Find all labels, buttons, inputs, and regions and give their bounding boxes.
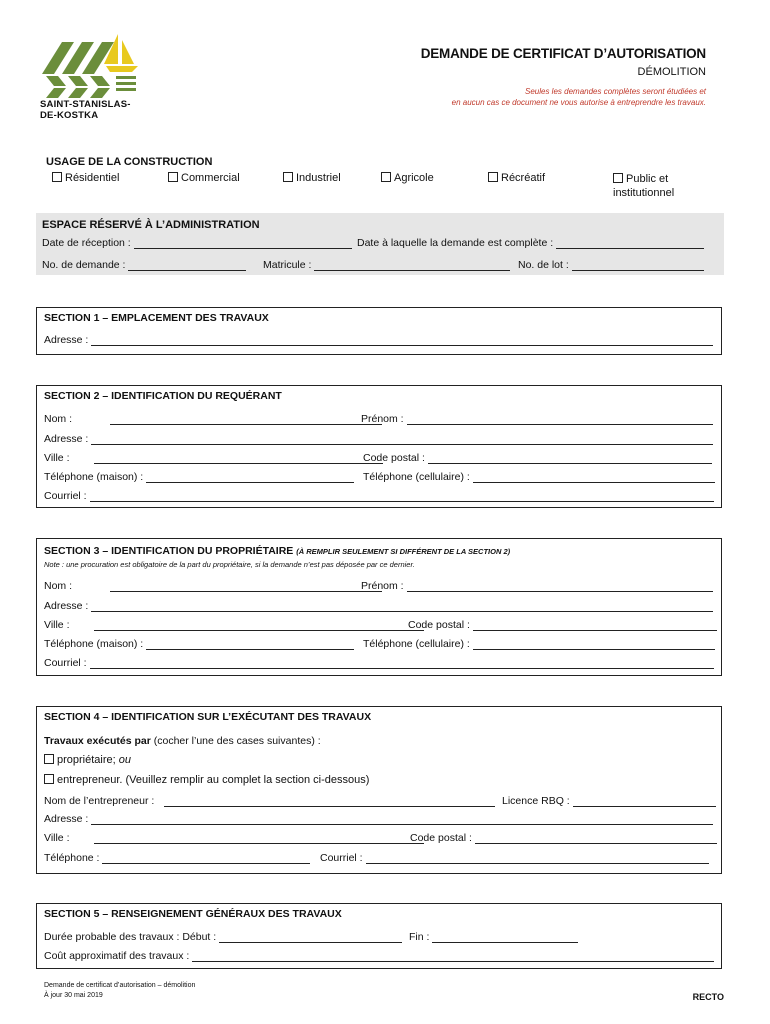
s3-courriel: Courriel : [44, 657, 714, 669]
s5-fin-line[interactable] [432, 932, 578, 943]
admin-matricule: Matricule : [263, 259, 510, 271]
s3-nom-line[interactable] [110, 581, 382, 592]
s2-courriel: Courriel : [44, 490, 714, 502]
s4-licence-line[interactable] [573, 796, 716, 807]
s4-licence: Licence RBQ : [502, 795, 716, 807]
checkbox-recreatif[interactable]: Récréatif [488, 172, 545, 184]
section-4-title: SECTION 4 – IDENTIFICATION SUR L’EXÉCUTANT DES TRAVAUX [44, 711, 372, 723]
s4-telephone: Téléphone : [44, 852, 310, 864]
admin-no-lot: No. de lot : [518, 259, 704, 271]
s3-prenom: Prénom : [361, 580, 713, 592]
usage-title: USAGE DE LA CONSTRUCTION [46, 156, 213, 168]
s3-tel-maison-line[interactable] [146, 639, 354, 650]
s2-prenom: Prénom : [361, 413, 713, 425]
section-4 [36, 706, 722, 874]
s2-tel-maison-line[interactable] [146, 472, 354, 483]
s4-code-postal: Code postal : [410, 832, 717, 844]
admin-date-reception: Date de réception : [42, 237, 352, 249]
form-title: DEMANDE DE CERTIFICAT D’AUTORISATION [420, 46, 706, 61]
s4-nom-entrepreneur: Nom de l’entrepreneur : [44, 795, 495, 807]
s3-adresse: Adresse : [44, 600, 713, 612]
s4-telephone-line[interactable] [102, 853, 310, 864]
s2-tel-cell: Téléphone (cellulaire) : [363, 471, 715, 483]
s5-cout-line[interactable] [192, 951, 714, 962]
checkbox-box[interactable] [488, 172, 498, 182]
checkbox-box[interactable] [168, 172, 178, 182]
s2-tel-maison: Téléphone (maison) : [44, 471, 354, 483]
s3-tel-cell: Téléphone (cellulaire) : [363, 638, 715, 650]
s2-adresse-line[interactable] [91, 434, 713, 445]
checkbox-agricole[interactable]: Agricole [381, 172, 434, 184]
s4-nom-entrepreneur-line[interactable] [164, 796, 495, 807]
section-1-title: SECTION 1 – EMPLACEMENT DES TRAVAUX [44, 312, 269, 324]
s2-courriel-line[interactable] [90, 491, 714, 502]
checkbox-public[interactable]: Public et institutionnel [613, 173, 675, 199]
checkbox-box[interactable] [44, 754, 54, 764]
s2-ville-line[interactable] [94, 453, 383, 464]
s3-code-postal-line[interactable] [473, 620, 717, 631]
checkbox-box[interactable] [44, 774, 54, 784]
s3-code-postal: Code postal : [408, 619, 717, 631]
s5-fin: Fin : [409, 931, 578, 943]
s4-code-postal-line[interactable] [475, 833, 717, 844]
s1-adresse: Adresse : [44, 334, 713, 346]
s4-travaux-label: Travaux exécutés par (cocher l’une des cases suivantes) : [44, 735, 321, 747]
section-5-title: SECTION 5 – RENSEIGNEMENT GÉNÉRAUX DES TRAVAUX [44, 908, 342, 920]
s2-ville: Ville : [44, 452, 383, 464]
s4-ville-line[interactable] [94, 833, 424, 844]
s4-adresse: Adresse : [44, 813, 713, 825]
admin-date-complete: Date à laquelle la demande est complète : [357, 237, 704, 249]
checkbox-proprietaire[interactable]: propriétaire; ou [44, 754, 131, 766]
s2-prenom-line[interactable] [407, 414, 713, 425]
checkbox-box[interactable] [613, 173, 623, 183]
s3-tel-maison: Téléphone (maison) : [44, 638, 354, 650]
section-2-title: SECTION 2 – IDENTIFICATION DU REQUÉRANT [44, 390, 282, 402]
s4-adresse-line[interactable] [91, 814, 713, 825]
no-lot-line[interactable] [572, 260, 704, 271]
s2-nom-line[interactable] [110, 414, 382, 425]
s2-adresse: Adresse : [44, 433, 713, 445]
checkbox-commercial[interactable]: Commercial [168, 172, 240, 184]
s3-courriel-line[interactable] [90, 658, 714, 669]
form-subtitle: DÉMOLITION [637, 66, 706, 78]
s2-code-postal-line[interactable] [428, 453, 712, 464]
s3-ville: Ville : [44, 619, 424, 631]
checkbox-entrepreneur[interactable]: entrepreneur. (Veuillez remplir au complet la section ci-dessous) [44, 774, 369, 786]
checkbox-box[interactable] [283, 172, 293, 182]
s5-cout: Coût approximatif des travaux : [44, 950, 714, 962]
form-notice: Seules les demandes complètes seront étudiées et en aucun cas ce document ne vous autorise à entreprendre les travaux. [451, 87, 706, 107]
footer-info: Demande de certificat d’autorisation – démolition À jour 30 mai 2019 [44, 982, 196, 999]
s4-courriel: Courriel : [320, 852, 709, 864]
matricule-line[interactable] [314, 260, 510, 271]
date-reception-line[interactable] [134, 238, 352, 249]
s4-courriel-line[interactable] [366, 853, 709, 864]
date-complete-line[interactable] [556, 238, 704, 249]
section-3-note: Note : une procuration est obligatoire de la part du propriétaire, si la demande n’est pas déposée par ce dernier. [44, 560, 415, 569]
s3-prenom-line[interactable] [407, 581, 713, 592]
s3-ville-line[interactable] [94, 620, 424, 631]
s4-ville: Ville : [44, 832, 424, 844]
section-3-title: SECTION 3 – IDENTIFICATION DU PROPRIÉTAIRE (À REMPLIR SEULEMENT SI DIFFÉRENT DE LA SECTION 2) [44, 545, 511, 557]
checkbox-industriel[interactable]: Industriel [283, 172, 341, 184]
page-side-label: RECTO [692, 992, 724, 1002]
admin-title: ESPACE RÉSERVÉ À L’ADMINISTRATION [42, 219, 260, 231]
checkbox-box[interactable] [381, 172, 391, 182]
no-demande-line[interactable] [128, 260, 246, 271]
checkbox-box[interactable] [52, 172, 62, 182]
admin-no-demande: No. de demande : [42, 259, 246, 271]
s1-adresse-line[interactable] [91, 335, 713, 346]
s3-adresse-line[interactable] [91, 601, 713, 612]
logo-text: SAINT-STANISLAS- DE-KOSTKA [40, 99, 131, 121]
s5-debut-line[interactable] [219, 932, 402, 943]
s2-code-postal: Code postal : [363, 452, 712, 464]
s2-tel-cell-line[interactable] [473, 472, 715, 483]
s2-nom: Nom : [44, 413, 382, 425]
s3-nom: Nom : [44, 580, 382, 592]
checkbox-residentiel[interactable]: Résidentiel [52, 172, 119, 184]
s5-duree: Durée probable des travaux : Début : [44, 931, 402, 943]
s3-tel-cell-line[interactable] [473, 639, 715, 650]
